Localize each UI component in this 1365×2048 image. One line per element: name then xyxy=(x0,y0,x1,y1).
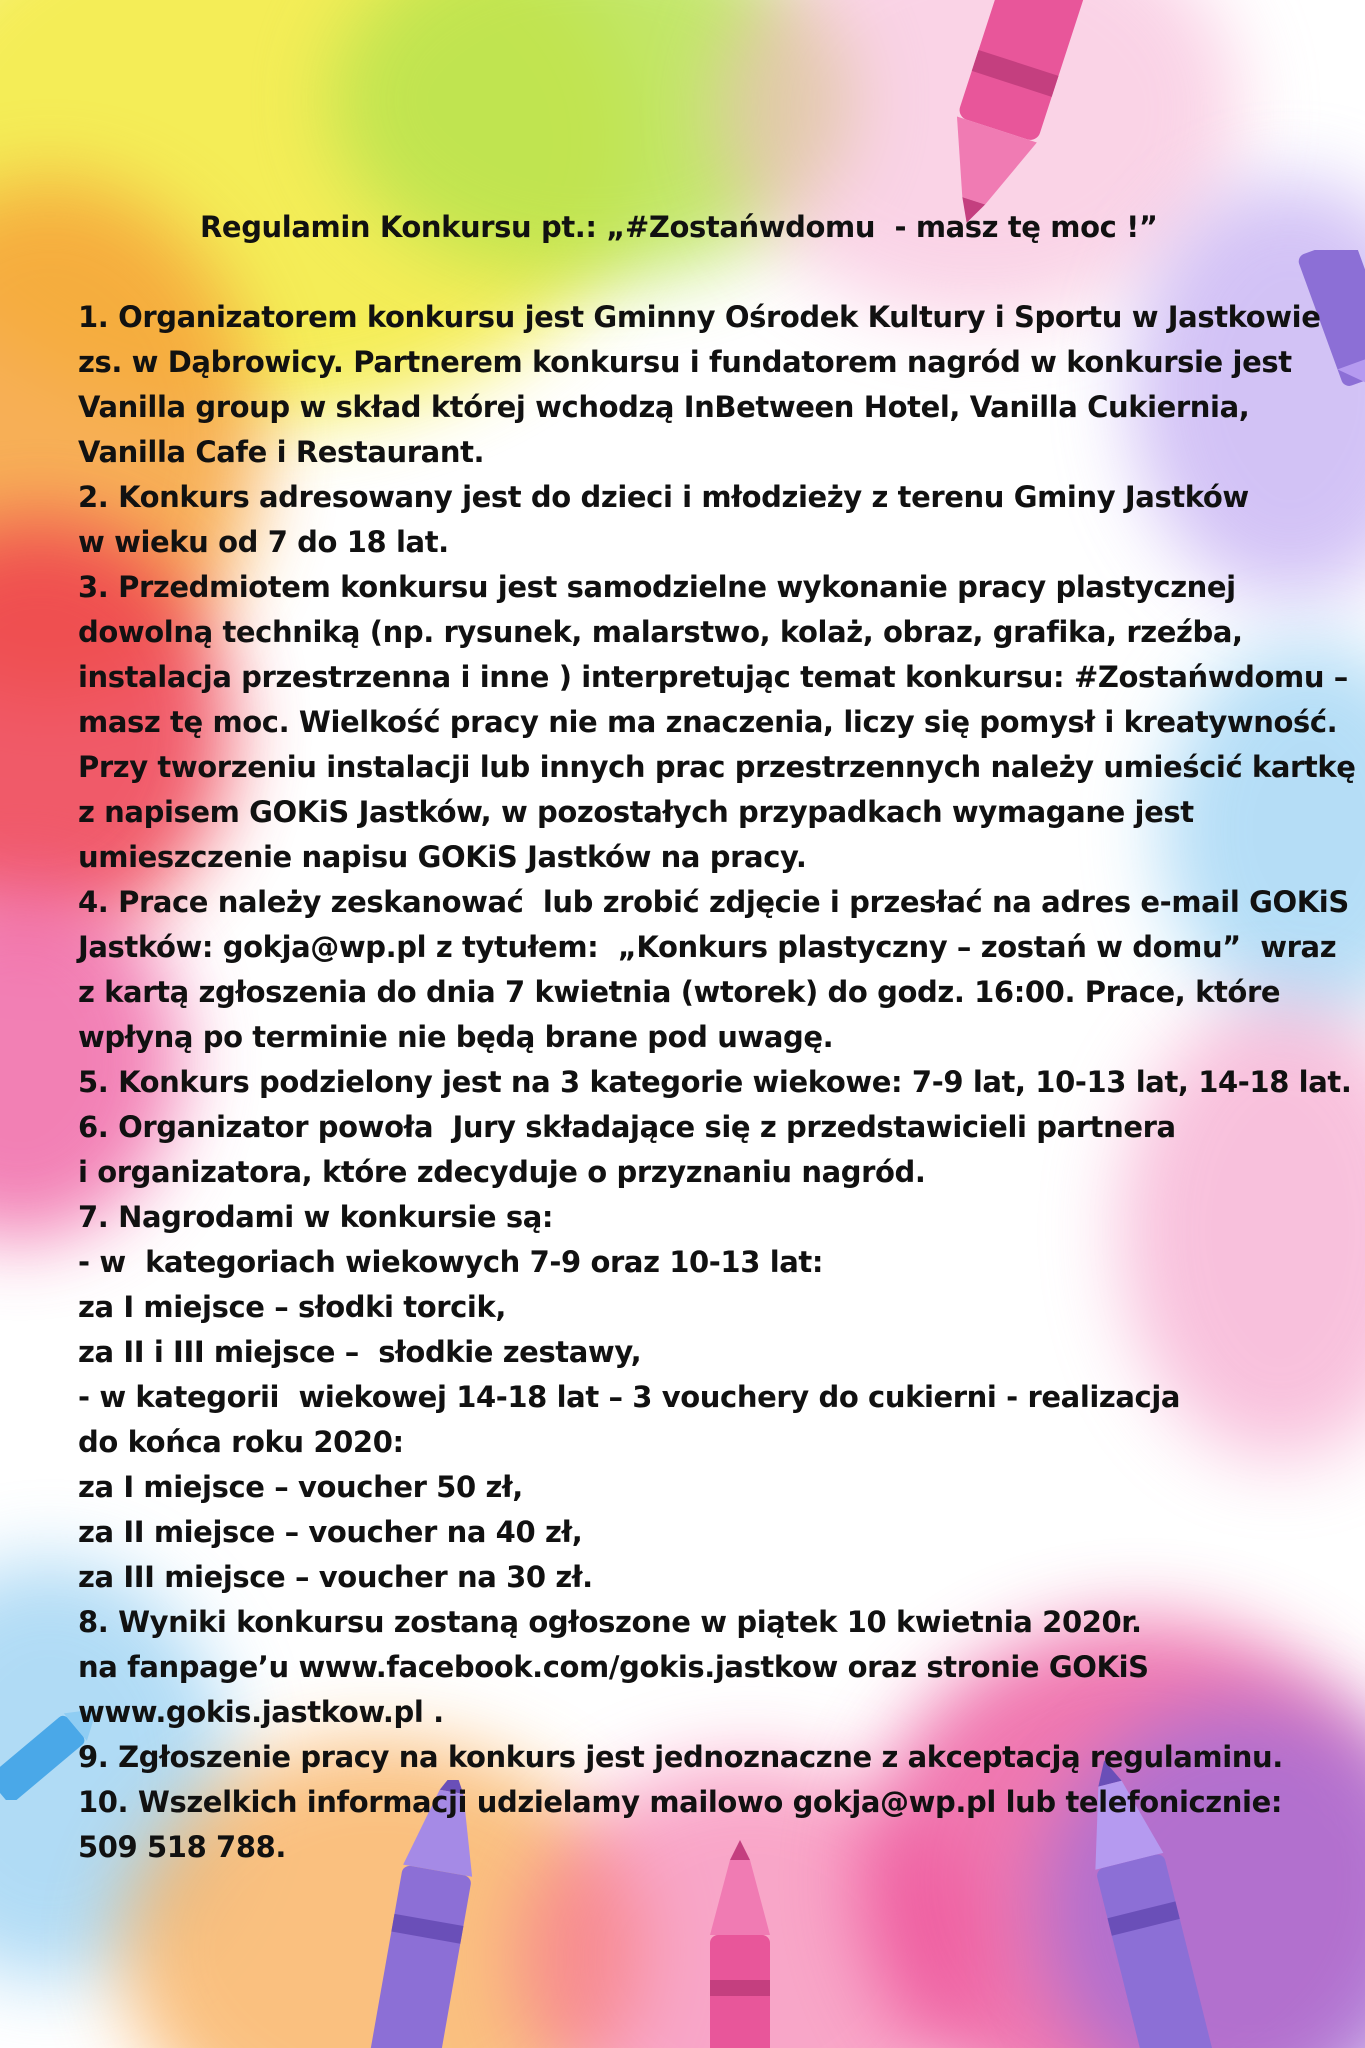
regulation-line: na fanpage’u www.facebook.com/gokis.jastkow oraz stronie GOKiS xyxy=(78,1650,1149,1684)
regulation-line: 509 518 788. xyxy=(78,1830,287,1864)
regulations-text xyxy=(78,295,1356,1870)
regulation-line: - w kategorii wiekowej 14-18 lat – 3 vouchery do cukierni - realizacja xyxy=(78,1380,1181,1414)
crayon-top-right-icon xyxy=(900,0,1100,240)
regulation-line: 8. Wyniki konkursu zostaną ogłoszone w piątek 10 kwietnia 2020r. xyxy=(78,1605,1142,1639)
regulation-line: wpłyną po terminie nie będą brane pod uwagę. xyxy=(78,1020,834,1054)
regulation-line: umieszczenie napisu GOKiS Jastków na pracy. xyxy=(78,840,807,874)
regulation-line: Vanilla Cafe i Restaurant. xyxy=(78,435,485,469)
regulation-line: Vanilla group w skład której wchodzą InBetween Hotel, Vanilla Cukiernia, xyxy=(78,390,1250,424)
regulation-line: - w kategoriach wiekowych 7-9 oraz 10-13 lat: xyxy=(78,1245,824,1279)
regulation-line: i organizatora, które zdecyduje o przyznaniu nagród. xyxy=(78,1155,926,1189)
regulation-line: z kartą zgłoszenia do dnia 7 kwietnia (wtorek) do godz. 16:00. Prace, które xyxy=(78,975,1281,1009)
regulation-line: 2. Konkurs adresowany jest do dzieci i młodzieży z terenu Gminy Jastków xyxy=(78,480,1249,514)
regulation-line: www.gokis.jastkow.pl . xyxy=(78,1695,444,1729)
regulation-line: w wieku od 7 do 18 lat. xyxy=(78,525,449,559)
regulation-line: za III miejsce – voucher na 30 zł. xyxy=(78,1560,593,1594)
regulations-document xyxy=(78,205,1356,1870)
regulation-line: do końca roku 2020: xyxy=(78,1425,404,1459)
regulation-line: 10. Wszelkich informacji udzielamy mailowo gokja@wp.pl lub telefonicznie: xyxy=(78,1785,1283,1819)
regulation-line: za II miejsce – voucher na 40 zł, xyxy=(78,1515,583,1549)
regulation-line: masz tę moc. Wielkość pracy nie ma znaczenia, liczy się pomysł i kreatywność. xyxy=(78,705,1338,739)
regulation-line: 6. Organizator powoła Jury składające się z przedstawicieli partnera xyxy=(78,1110,1176,1144)
regulation-line: 4. Prace należy zeskanować lub zrobić zdjęcie i przesłać na adres e-mail GOKiS xyxy=(78,885,1349,919)
regulation-line: za I miejsce – słodki torcik, xyxy=(78,1290,506,1324)
regulation-line: 7. Nagrodami w konkursie są: xyxy=(78,1200,554,1234)
regulation-line: Przy tworzeniu instalacji lub innych prac przestrzennych należy umieścić kartkę xyxy=(78,750,1356,784)
regulation-line: za II i III miejsce – słodkie zestawy, xyxy=(78,1335,642,1369)
regulation-line: zs. w Dąbrowicy. Partnerem konkursu i fundatorem nagród w konkursie jest xyxy=(78,345,1292,379)
regulation-line: 3. Przedmiotem konkursu jest samodzielne wykonanie pracy plastycznej xyxy=(78,570,1236,604)
regulation-line: z napisem GOKiS Jastków, w pozostałych przypadkach wymagane jest xyxy=(78,795,1194,829)
crayon-bottom-center-icon xyxy=(660,1840,820,2048)
regulation-line: Jastków: gokja@wp.pl z tytułem: „Konkurs plastyczny – zostań w domu” wraz xyxy=(78,930,1337,964)
regulation-line: dowolną techniką (np. rysunek, malarstwo, kolaż, obraz, grafika, rzeźba, xyxy=(78,615,1243,649)
regulation-line: instalacja przestrzenna i inne ) interpretując temat konkursu: #Zostańwdomu – xyxy=(78,660,1348,694)
regulation-line: za I miejsce – voucher 50 zł, xyxy=(78,1470,523,1504)
regulation-line: 9. Zgłoszenie pracy na konkurs jest jednoznaczne z akceptacją regulaminu. xyxy=(78,1740,1283,1774)
regulation-line: 1. Organizatorem konkursu jest Gminny Ośrodek Kultury i Sportu w Jastkowie xyxy=(78,300,1321,334)
regulation-line: 5. Konkurs podzielony jest na 3 kategorie wiekowe: 7-9 lat, 10-13 lat, 14-18 lat. xyxy=(78,1065,1352,1099)
document-title: Regulamin Konkursu pt.: „#Zostańwdomu - masz tę moc !” xyxy=(200,210,1158,244)
